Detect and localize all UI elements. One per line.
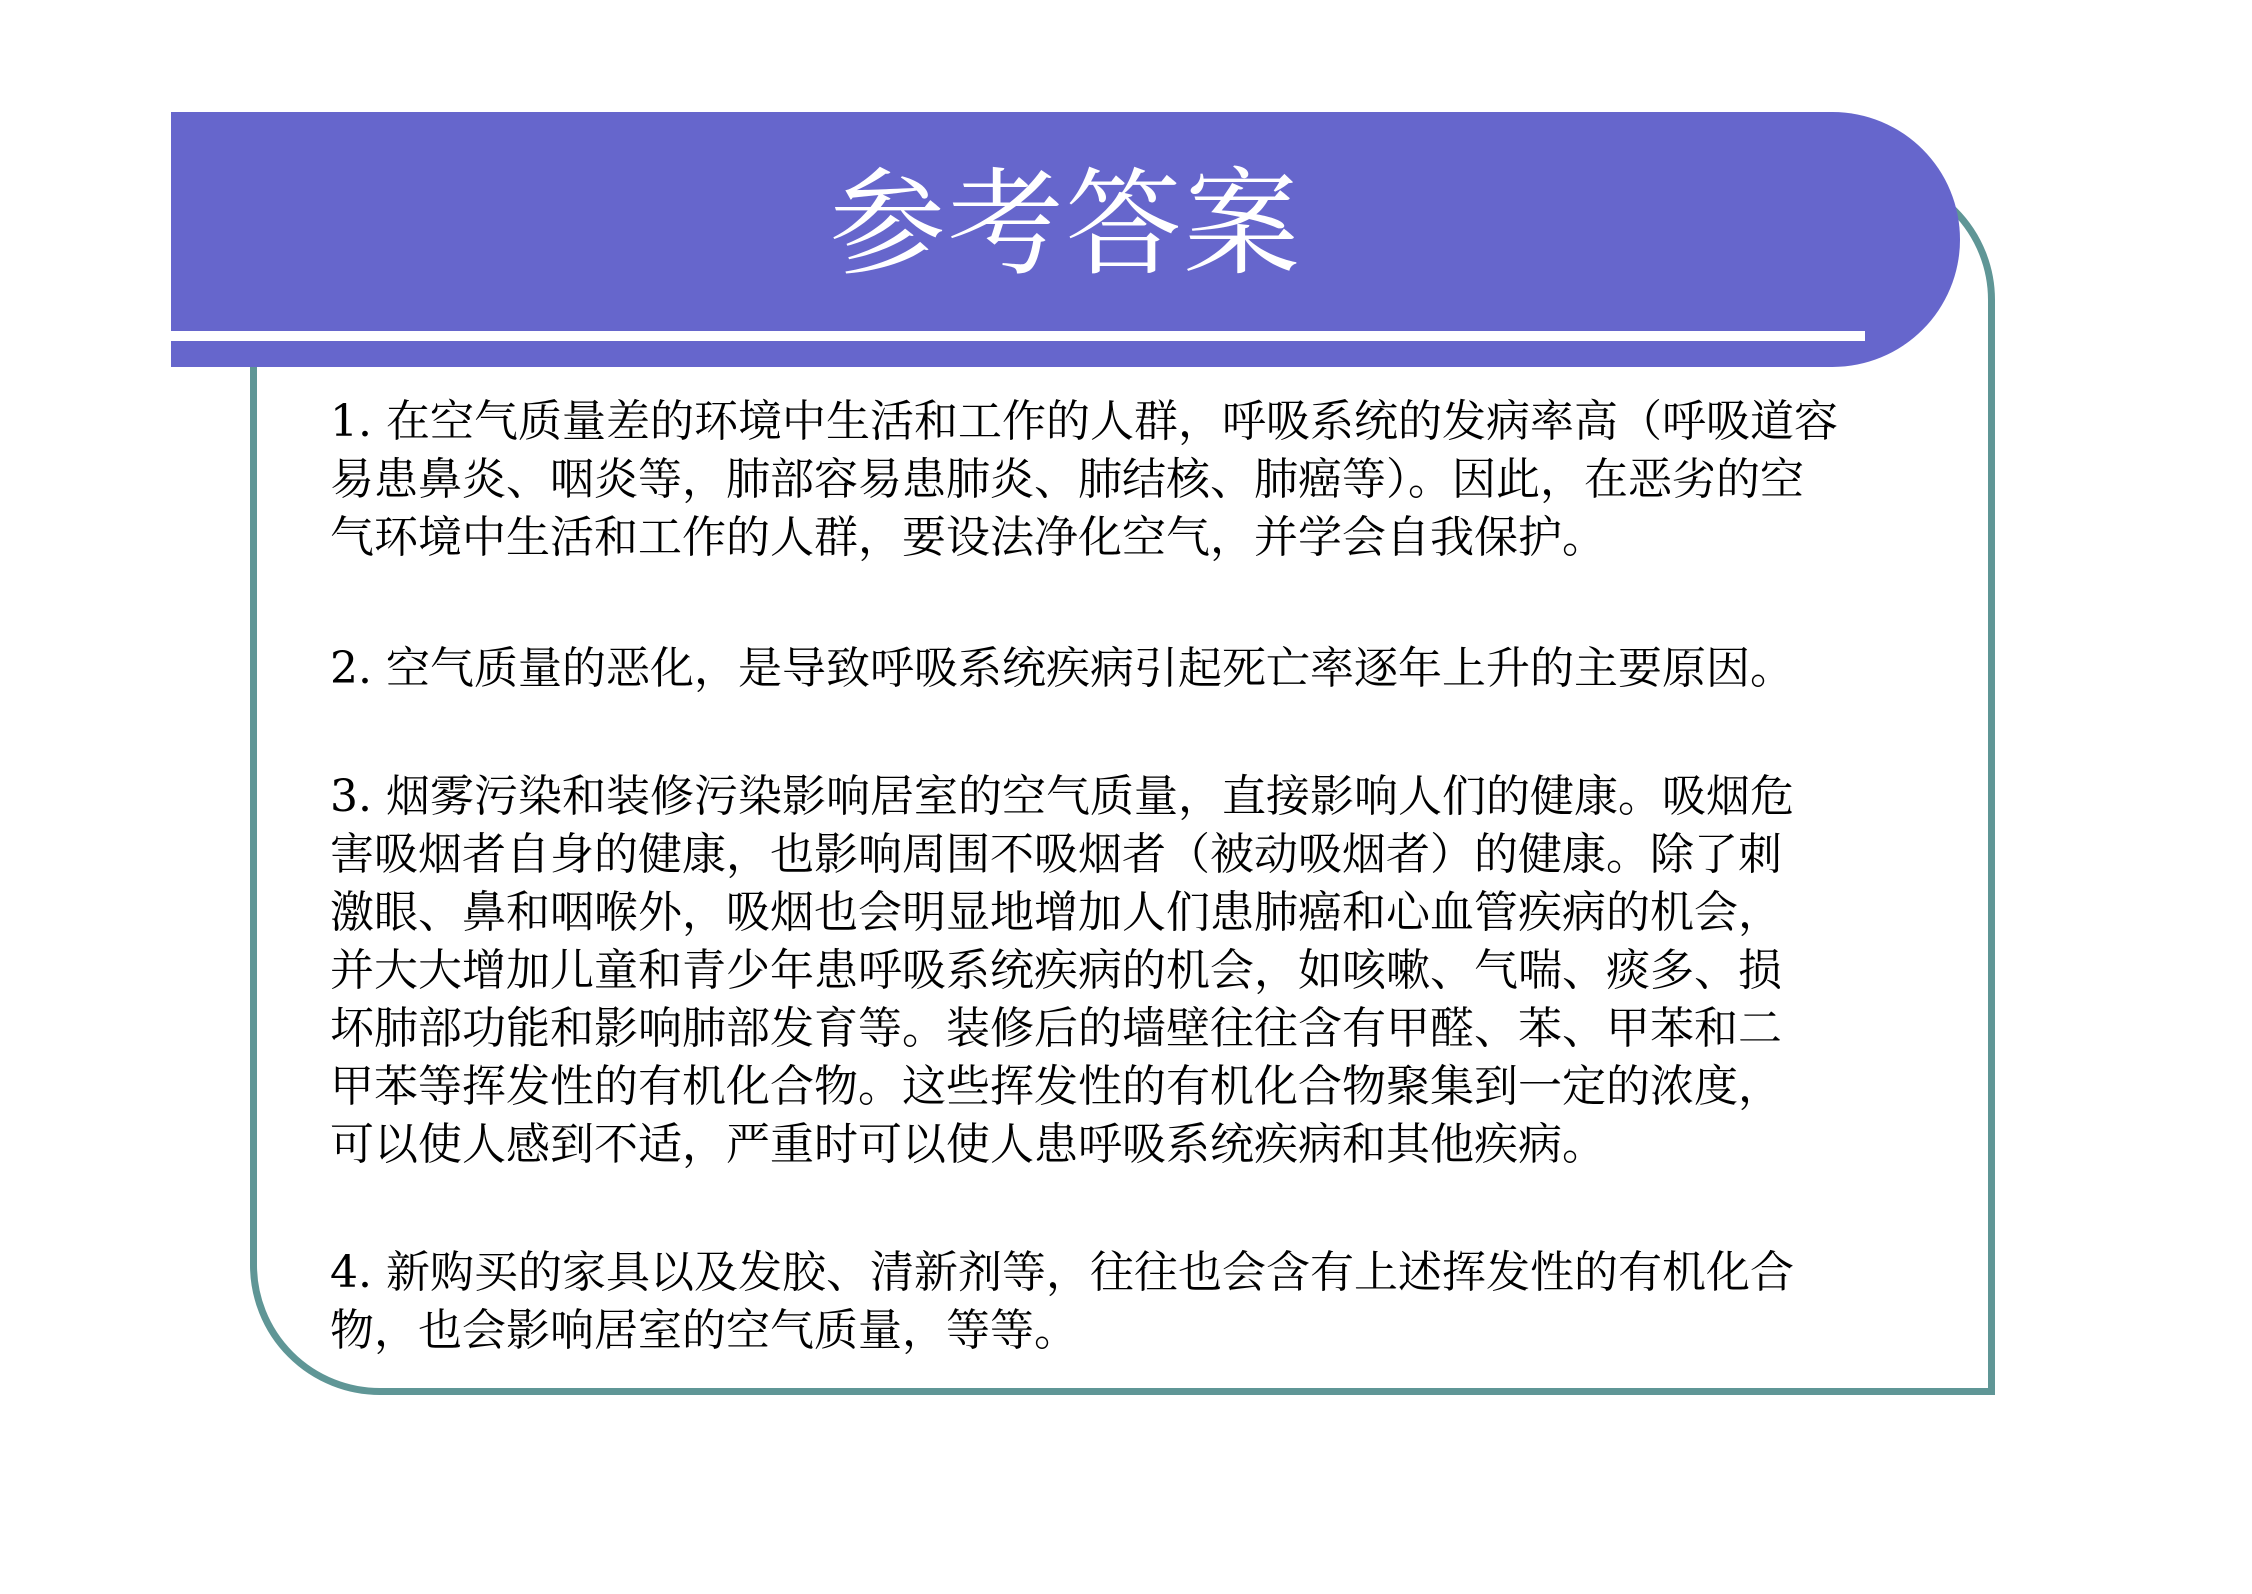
answer-list <box>330 393 1970 1360</box>
answer-4: 4. 新购买的家具以及发胶、清新剂等，往往也会含有上述挥发性的有机化合 物，也会影响居室的空气质量，等等。 <box>330 1247 1794 1356</box>
banner-underline <box>171 331 1865 341</box>
slide-title: 参考答案 <box>829 157 1302 292</box>
answer-2: 2. 空气质量的恶化，是导致呼吸系统疾病引起死亡率逐年上升的主要原因。 <box>330 643 1794 694</box>
answer-1: 1. 在空气质量差的环境中生活和工作的人群，呼吸系统的发病率高（呼吸道容 易患鼻炎、咽炎等，肺部容易患肺炎、肺结核、肺癌等）。因此，在恶劣的空 气环境中生活和工作的人群，要设法净化空气，并学会自我保护。 <box>330 396 1838 563</box>
answer-3: 3. 烟雾污染和装修污染影响居室的空气质量，直接影响人们的健康。吸烟危 害吸烟者自身的健康，也影响周围不吸烟者（被动吸烟者）的健康。除了刺 激眼、鼻和咽喉外，吸烟也会明显地增加人们患肺癌和心血管疾病的机会， 并大大增加儿童和青少年患呼吸系统疾病的机会，如咳嗽、气喘、痰多、损 坏肺部功能和影响肺部发育等。装修后的墙壁往往含有甲醛、苯、甲苯和二 甲苯等挥发性的有机化合物。这些挥发性的有机化合物聚集到一定的浓度， 可以使人感到不适，严重时可以使人患呼吸系统疾病和其他疾病。 <box>330 771 1794 1170</box>
